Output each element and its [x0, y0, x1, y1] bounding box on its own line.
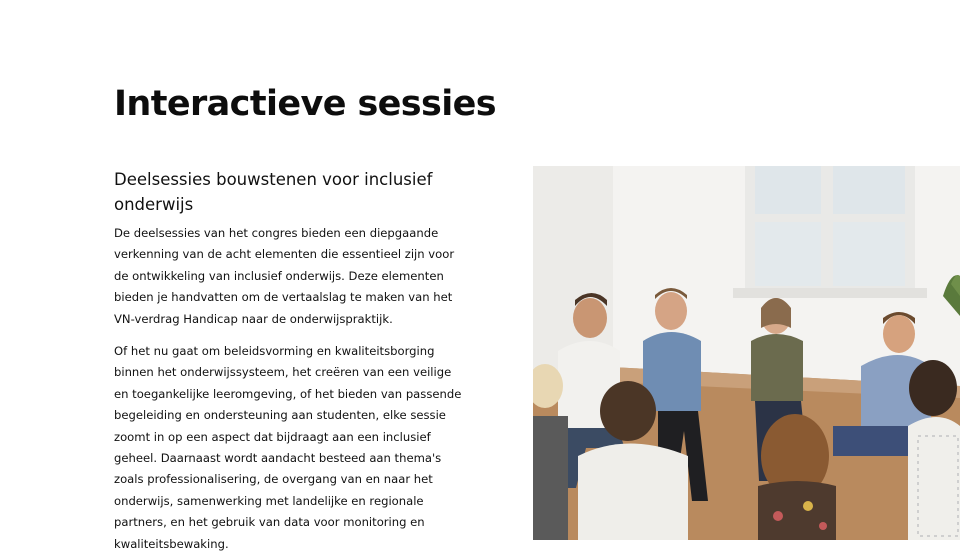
- group-discussion-photo: [533, 166, 960, 540]
- intro-paragraph: De deelsessies van het congres bieden een diepgaande verkenning van de acht elementen die essentieel zijn voor de ontwikkeling van inclusief onderwijs. Deze elementen bieden je handvatten om de vertaalslag te maken van het VN-verdrag Handicap naar de onderwijspraktijk.: [114, 226, 455, 326]
- detail-paragraph: Of het nu gaat om beleidsvorming en kwaliteitsborging binnen het onderwijssysteem, het creëren van een veilige en toegankelijke leeromgeving, of het bieden van passende begeleiding en ondersteuning aan studenten, elke sessie zoomt in op een aspect dat bijdraagt aan een inclusief geheel. Daarnaast wordt aandacht besteed aan thema's zoals professionalisering, de overgang van en naar het onderwijs, samenwerking met landelijke en regionale partners, en het gebruik van data voor monitoring en kwaliteitsbewaking.: [114, 344, 462, 551]
- page-title: Interactieve sessies: [114, 84, 497, 124]
- window: [733, 166, 927, 298]
- section-subtitle: Deelsessies bouwstenen voor inclusief onderwijs: [114, 170, 433, 214]
